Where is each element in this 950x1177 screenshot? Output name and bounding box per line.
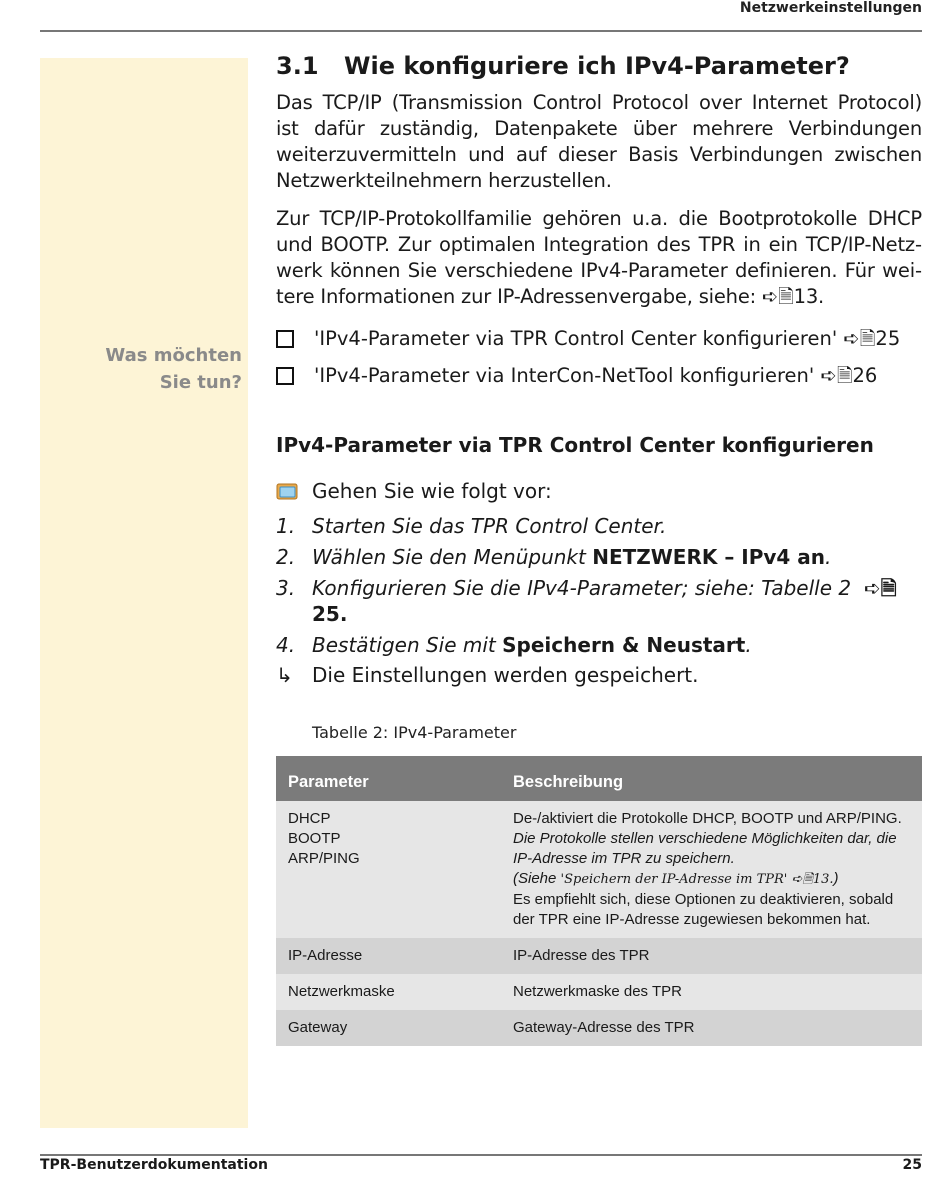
table-cell-description: IP-Adresse des TPR	[501, 938, 922, 974]
step-number: 2.	[276, 545, 296, 569]
parameter-table	[276, 756, 922, 1046]
task-option-text[interactable]: 'IPv4-Parameter via TPR Control Center konfigurieren'	[314, 327, 838, 350]
section-number: 3.1	[276, 52, 319, 80]
instruction-step	[276, 544, 922, 570]
description-note: Die Protokolle stellen verschiedene Möglichkeiten dar, die IP-Adresse im TPR zu speichern.	[513, 830, 897, 867]
menu-item-reference: NETZWERK – IPv4 an	[592, 545, 826, 569]
sidebar-label-line2: Sie tun?	[159, 372, 242, 393]
page-reference-link[interactable]: ➪🗎25	[843, 327, 901, 350]
section-heading	[276, 52, 922, 80]
step-number: 4.	[276, 633, 296, 657]
step-text-part: .	[745, 633, 752, 657]
section-title: Wie konfiguriere ich IPv4-Parameter?	[344, 52, 850, 80]
subsection-heading: IPv4-Parameter via TPR Control Center konfigurieren	[276, 433, 874, 457]
sidebar-label	[40, 342, 242, 396]
parameter-name: DHCP	[288, 810, 331, 827]
task-option-text[interactable]: 'IPv4-Parameter via InterCon-NetTool konfigurieren'	[314, 364, 815, 387]
table-cell-parameter: Gateway	[276, 1010, 501, 1046]
instruction-folder-icon	[276, 482, 298, 500]
task-option[interactable]	[276, 326, 922, 352]
table-row	[276, 801, 922, 938]
sidebar-band	[40, 58, 248, 1128]
page-reference-link[interactable]: 'Speichern der IP-Adresse im TPR' ➪🗎13.	[560, 872, 834, 887]
table-header-parameter: Parameter	[276, 756, 501, 801]
table-cell-description: Netzwerkmaske des TPR	[501, 974, 922, 1010]
page-reference-link[interactable]: ➪🗎25.	[312, 576, 897, 626]
step-text-part: Konfigurieren Sie die IPv4-Parameter; siehe: Tabelle 2	[312, 576, 852, 600]
page-number: 25	[902, 1157, 922, 1173]
step-text: Starten Sie das TPR Control Center.	[312, 514, 667, 538]
result-text: Die Einstellungen werden gespeichert.	[312, 663, 699, 687]
header-rule	[40, 30, 922, 32]
table-cell-description: Gateway-Adresse des TPR	[501, 1010, 922, 1046]
table-header-description: Beschreibung	[501, 756, 922, 801]
step-text-part: Wählen Sie den Menüpunkt	[312, 545, 593, 569]
step-number: 1.	[276, 514, 296, 538]
table-caption: Tabelle 2: IPv4-Parameter	[312, 723, 517, 742]
description-text: De-/aktiviert die Protokolle DHCP, BOOTP und ARP/PING.	[513, 810, 902, 827]
footer-rule	[40, 1154, 922, 1156]
table-row	[276, 1010, 922, 1046]
task-option[interactable]	[276, 363, 922, 389]
page-reference-link[interactable]: ➪🗎13.	[762, 285, 825, 308]
table-cell-parameter	[276, 801, 501, 938]
parameter-name: BOOTP	[288, 830, 341, 847]
instruction-steps	[276, 513, 922, 658]
table-cell-parameter: Netzwerkmaske	[276, 974, 501, 1010]
table-cell-parameter: IP-Adresse	[276, 938, 501, 974]
step-text-part: .	[825, 545, 832, 569]
instructions-intro	[276, 479, 922, 503]
checkbox-icon	[276, 330, 294, 348]
table-row	[276, 938, 922, 974]
step-text-part: Bestätigen Sie mit	[312, 633, 503, 657]
parameter-name: ARP/PING	[288, 850, 360, 867]
main-content	[276, 52, 922, 1046]
result-arrow-icon: ↳	[276, 663, 293, 687]
instruction-step	[276, 513, 922, 539]
description-reference	[513, 869, 910, 890]
step-text	[312, 544, 831, 570]
intro-paragraph-2-text: Zur TCP/IP-Protokollfamilie gehören u.a. die Bootprotokolle DHCP und BOOTP. Zur optimalen Integration des TPR in ein TCP/IP-Netzwerk können Sie verschiedene IPv4-Parameter definieren. Für weitere Informationen zur IP-Adressenvergabe, siehe:	[276, 207, 922, 308]
footer-document-title: TPR-Benutzerdokumentation	[40, 1157, 268, 1173]
description-reference-suffix: )	[833, 870, 839, 887]
intro-paragraph-1: Das TCP/IP (Transmission Control Protocol over Internet Protocol) ist dafür zuständig, Datenpakete über mehrere Verbindungen weiterzuvermitteln und auf dieser Basis Verbindungen zwischen Netzwerkteilnehmern herzustellen.	[276, 91, 922, 192]
instructions-intro-text: Gehen Sie wie folgt vor:	[312, 479, 552, 503]
checkbox-icon	[276, 367, 294, 385]
intro-paragraph-2	[276, 206, 922, 310]
step-text	[312, 575, 922, 627]
table-cell-description	[501, 801, 922, 938]
button-reference: Speichern & Neustart	[502, 633, 746, 657]
task-options-list	[276, 326, 922, 389]
description-reference-prefix: (Siehe	[513, 870, 561, 887]
instruction-step	[276, 575, 922, 627]
table-header-row	[276, 756, 922, 801]
sidebar-label-line1: Was möchten	[105, 345, 242, 366]
step-number: 3.	[276, 576, 296, 600]
table-row	[276, 974, 922, 1010]
step-text	[312, 632, 752, 658]
result-line	[276, 663, 922, 687]
running-header: Netzwerkeinstellungen	[739, 0, 922, 16]
page-reference-link[interactable]: ➪🗎26	[820, 364, 878, 387]
description-text: Es empfiehlt sich, diese Optionen zu deaktivieren, sobald der TPR eine IP-Adresse zugewiesen bekommen hat.	[513, 891, 894, 928]
instruction-step	[276, 632, 922, 658]
